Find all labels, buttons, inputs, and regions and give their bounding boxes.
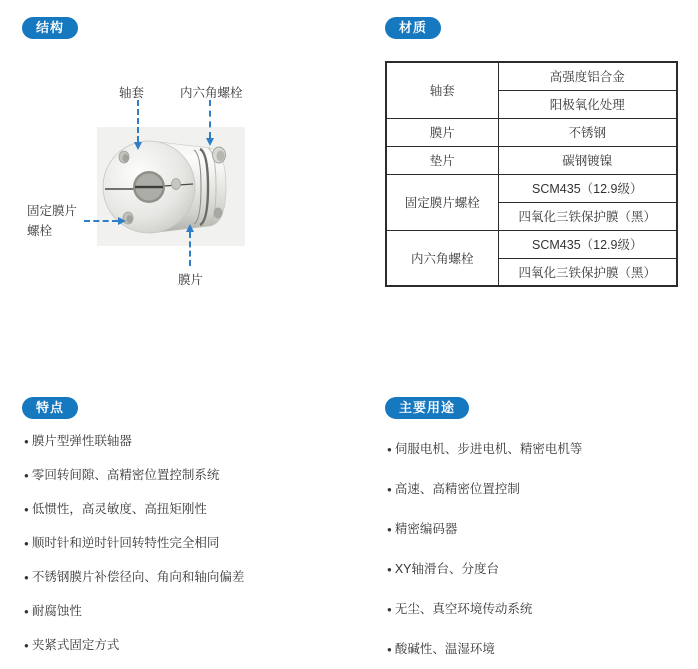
applications-list bbox=[387, 442, 582, 669]
label-hex-socket-bolt: 内六角螺栓 bbox=[180, 86, 243, 100]
leader-line-diaphragm bbox=[189, 232, 191, 266]
list-item: ● 无尘、真空环境传动系统 bbox=[387, 602, 582, 617]
material-row-value: 不锈钢 bbox=[498, 118, 677, 146]
applications-section-badge: 主要用途 bbox=[385, 397, 469, 419]
list-item: ● 顺时针和逆时针回转特性完全相同 bbox=[24, 536, 244, 551]
structure-section-badge: 结构 bbox=[22, 17, 78, 39]
label-diaphragm: 膜片 bbox=[178, 273, 204, 287]
material-row-value: 阳极氧化处理 bbox=[498, 90, 677, 118]
label-shaft-sleeve: 轴套 bbox=[119, 86, 145, 100]
label-fixing-diaphragm-bolt-line2: 螺栓 bbox=[27, 224, 53, 238]
list-item: ● 高速、高精密位置控制 bbox=[387, 482, 582, 497]
arrow-down-hex-bolt-icon bbox=[206, 138, 214, 146]
list-item: ● 耐腐蚀性 bbox=[24, 604, 244, 619]
material-row-value: SCM435（12.9级） bbox=[498, 174, 677, 202]
material-row-value: 四氧化三铁保护膜（黑） bbox=[498, 258, 677, 286]
label-fixing-diaphragm-bolt-line1: 固定膜片 bbox=[27, 204, 78, 218]
material-row-value: 四氧化三铁保护膜（黑） bbox=[498, 202, 677, 230]
material-row-value: 碳钢镀镍 bbox=[498, 146, 677, 174]
arrow-down-sleeve-icon bbox=[134, 142, 142, 150]
material-section-badge: 材质 bbox=[385, 17, 441, 39]
list-item: ● 零回转间隙、高精密位置控制系统 bbox=[24, 468, 244, 483]
table-row bbox=[386, 118, 677, 146]
material-row-label: 内六角螺栓 bbox=[386, 230, 498, 286]
list-item: ● 精密编码器 bbox=[387, 522, 582, 537]
leader-line-hex-bolt bbox=[209, 100, 211, 138]
material-row-value: SCM435（12.9级） bbox=[498, 230, 677, 258]
list-item: ● XY轴滑台、分度台 bbox=[387, 562, 582, 577]
list-item: ● 酸碱性、温湿环境 bbox=[387, 642, 582, 657]
table-row bbox=[386, 174, 677, 202]
material-row-label: 膜片 bbox=[386, 118, 498, 146]
list-item: ● 低惯性，高灵敏度、高扭矩刚性 bbox=[24, 502, 244, 517]
table-row bbox=[386, 62, 677, 90]
arrow-up-diaphragm-icon bbox=[186, 224, 194, 232]
list-item: ● 伺服电机、步进电机、精密电机等 bbox=[387, 442, 582, 457]
table-row bbox=[386, 230, 677, 258]
material-row-label: 轴套 bbox=[386, 62, 498, 118]
arrow-right-fix-bolt-icon bbox=[118, 217, 126, 225]
material-table bbox=[385, 61, 678, 287]
coupling-product-image bbox=[97, 127, 245, 246]
list-item: ● 夹紧式固定方式 bbox=[24, 638, 244, 653]
features-section-badge: 特点 bbox=[22, 397, 78, 419]
list-item: ● 不锈钢膜片补偿径向、角向和轴向偏差 bbox=[24, 570, 244, 585]
list-item: ● 膜片型弹性联轴器 bbox=[24, 434, 244, 449]
features-list bbox=[24, 434, 244, 669]
material-row-label: 固定膜片螺栓 bbox=[386, 174, 498, 230]
leader-line-fix-bolt bbox=[84, 220, 118, 222]
leader-line-sleeve bbox=[137, 100, 139, 142]
table-row bbox=[386, 146, 677, 174]
material-row-value: 高强度铝合金 bbox=[498, 62, 677, 90]
material-row-label: 垫片 bbox=[386, 146, 498, 174]
section-structure bbox=[0, 0, 350, 320]
